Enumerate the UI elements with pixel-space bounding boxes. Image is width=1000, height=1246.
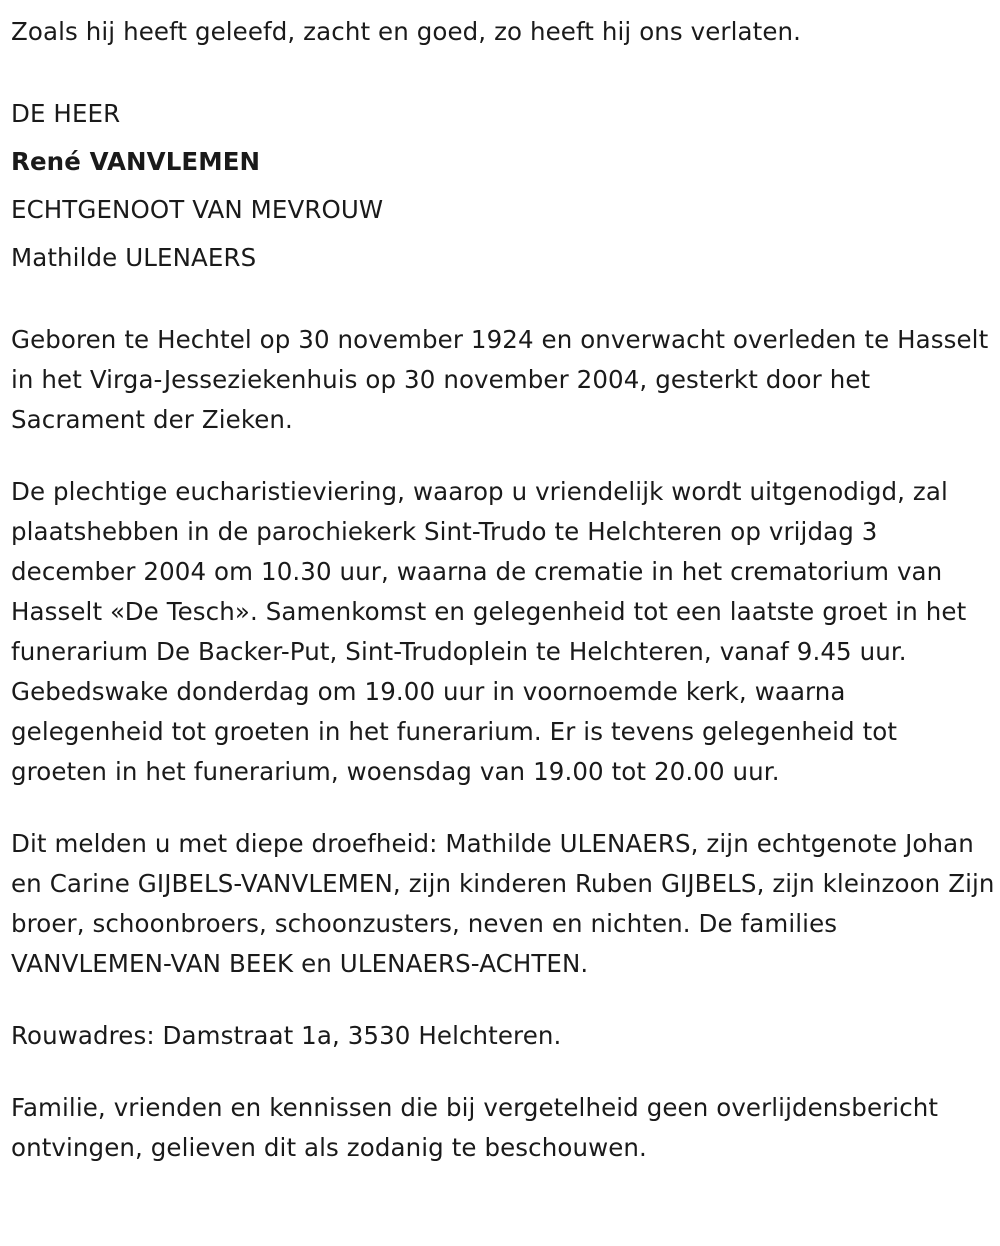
family-paragraph: Dit melden u met diepe droefheid: Mathilde ULENAERS, zijn echtgenote Johan en Carine GIJBELS-VANVLEMEN, zijn kinderen Ruben GIJBELS, zijn kleinzoon Zijn broer, schoonbroers, schoonzusters, neven en nichten. De families VANVLEMEN-VAN BEEK en ULENAERS-ACHTEN. <box>11 829 995 978</box>
honorific-title: DE HEER <box>11 99 121 128</box>
spouse-name: Mathilde ULENAERS <box>11 243 257 272</box>
ceremony-paragraph: De plechtige eucharistieviering, waarop u vriendelijk wordt uitgenodigd, zal plaatshebben in de parochiekerk Sint-Trudo te Helchteren op vrijdag 3 december 2004 om 10.30 uur, waarna de crematie in het crematorium van Hasselt «De Tesch». Samenkomst en gelegenheid tot een laatste groet in het funerarium De Backer-Put, Sint-Trudoplein te Helchteren, vanaf 9.45 uur. Gebedswake donderdag om 19.00 uur in voornoemde kerk, waarna gelegenheid tot groeten in het funerarium. Er is tevens gelegenheid tot groeten in het funerarium, woensdag van 19.00 tot 20.00 uur. <box>11 477 967 786</box>
closing-paragraph: Familie, vrienden en kennissen die bij vergetelheid geen overlijdensbericht ontvingen, gelieven dit als zodanig te beschouwen. <box>11 1093 939 1162</box>
motto: Zoals hij heeft geleefd, zacht en goed, zo heeft hij ons verlaten. <box>11 17 802 46</box>
deceased-name: René VANVLEMEN <box>11 147 261 176</box>
address-paragraph: Rouwadres: Damstraat 1a, 3530 Helchteren. <box>11 1021 562 1050</box>
relation-label: ECHTGENOOT VAN MEVROUW <box>11 195 384 224</box>
obituary-notice <box>11 8 996 1168</box>
birth-death-paragraph: Geboren te Hechtel op 30 november 1924 en onverwacht overleden te Hasselt in het Virga-Jesseziekenhuis op 30 november 2004, gesterkt door het Sacrament der Zieken. <box>11 325 989 434</box>
